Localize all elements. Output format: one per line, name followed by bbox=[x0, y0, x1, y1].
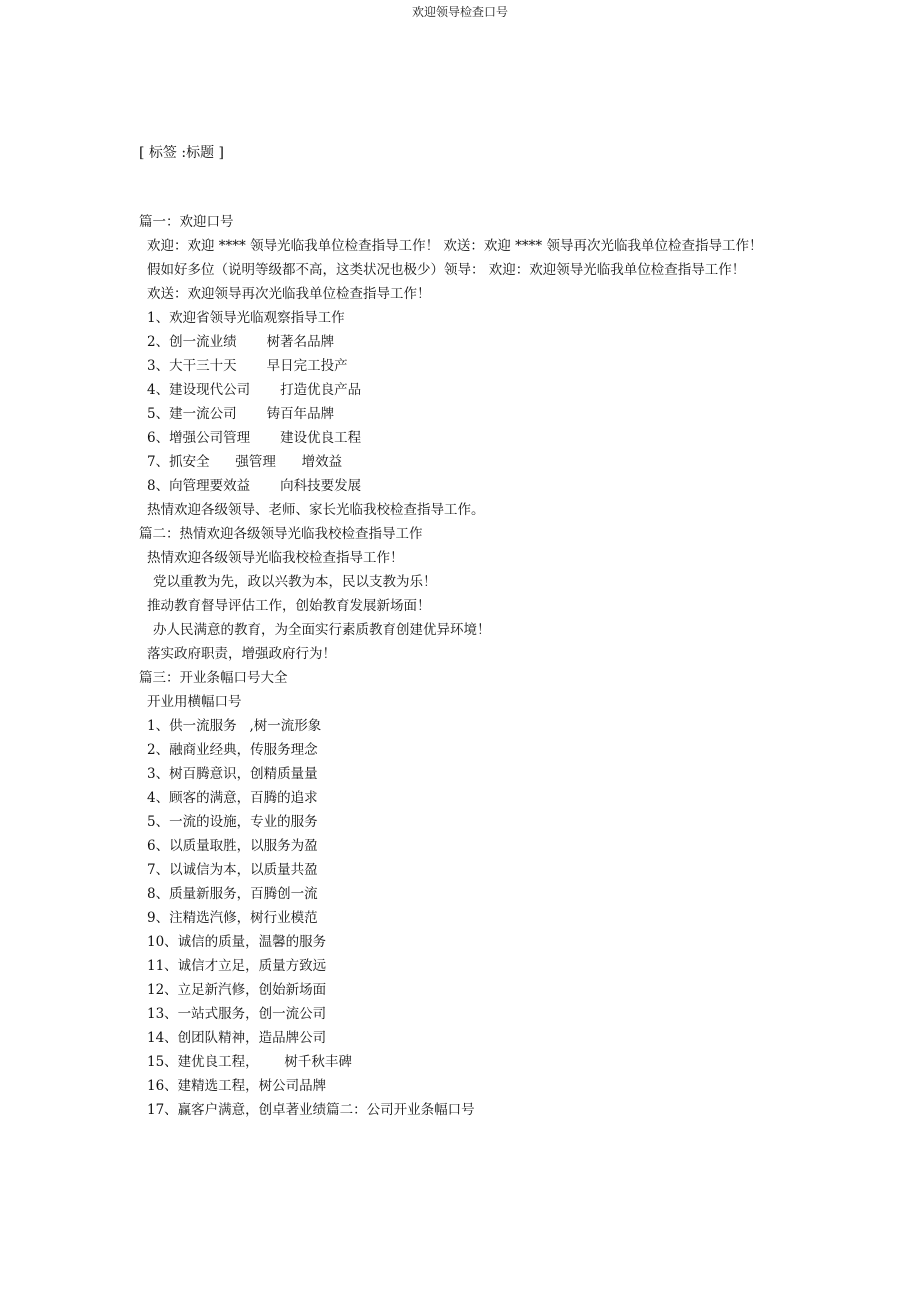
section-title: 篇二：热情欢迎各级领导光临我校检查指导工作 bbox=[139, 526, 423, 542]
list-item: 1、欢迎省领导光临观察指导工作 bbox=[147, 310, 345, 326]
document-body bbox=[139, 211, 779, 1123]
list-item: 15、建优良工程， 树千秋丰碑 bbox=[147, 1054, 352, 1070]
list-item: 1、供一流服务 ,树一流形象 bbox=[147, 718, 322, 734]
list-item: 2、创一流业绩 树著名品牌 bbox=[147, 334, 335, 350]
list-item: 17、赢客户满意，创卓著业绩篇二：公司开业条幅口号 bbox=[147, 1102, 475, 1118]
list-item: 6、增强公司管理 建设优良工程 bbox=[147, 430, 362, 446]
text-line: 欢迎：欢迎 **** 领导光临我单位检查指导工作！ 欢送：欢迎 **** 领导再次光临我单位检查指导工作！ bbox=[147, 238, 763, 254]
list-item: 10、诚信的质量，温馨的服务 bbox=[147, 934, 327, 950]
text-line: 推动教育督导评估工作，创始教育发展新场面！ bbox=[147, 598, 431, 614]
list-item: 4、顾客的满意，百腾的追求 bbox=[147, 790, 318, 806]
list-item: 8、向管理要效益 向科技要发展 bbox=[147, 478, 362, 494]
list-item: 16、建精选工程，树公司品牌 bbox=[147, 1078, 327, 1094]
list-item: 3、大干三十天 早日完工投产 bbox=[147, 358, 348, 374]
page-header: 欢迎领导检查口号 bbox=[411, 5, 508, 19]
list-item: 2、融商业经典，传服务理念 bbox=[147, 742, 318, 758]
text-line: 办人民满意的教育，为全面实行素质教育创建优异环境！ bbox=[153, 622, 491, 638]
list-item: 7、以诚信为本，以质量共盈 bbox=[147, 862, 318, 878]
list-item: 8、质量新服务，百腾创一流 bbox=[147, 886, 318, 902]
list-item: 6、以质量取胜，以服务为盈 bbox=[147, 838, 318, 854]
list-item: 5、建一流公司 铸百年品牌 bbox=[147, 406, 335, 422]
list-item: 12、立足新汽修，创始新场面 bbox=[147, 982, 327, 998]
text-line: 热情欢迎各级领导光临我校检查指导工作！ bbox=[147, 550, 404, 566]
list-item: 7、抓安全 强管理 增效益 bbox=[147, 454, 343, 470]
list-item: 13、一站式服务，创一流公司 bbox=[147, 1006, 327, 1022]
list-item: 14、创团队精神，造品牌公司 bbox=[147, 1030, 327, 1046]
text-line: 开业用横幅口号 bbox=[147, 694, 242, 710]
list-item: 3、树百腾意识，创精质量量 bbox=[147, 766, 318, 782]
text-line: 党以重教为先，政以兴教为本，民以支教为乐！ bbox=[153, 574, 437, 590]
text-line: 热情欢迎各级领导、老师、家长光临我校检查指导工作。 bbox=[147, 502, 485, 518]
list-item: 4、建设现代公司 打造优良产品 bbox=[147, 382, 362, 398]
section-title: 篇一：欢迎口号 bbox=[139, 214, 234, 230]
text-line: 假如好多位（说明等级都不高，这类状况也极少）领导： 欢迎：欢迎领导光临我单位检查指导工作！ bbox=[147, 262, 746, 278]
list-item: 9、注精选汽修，树行业模范 bbox=[147, 910, 318, 926]
text-line: 落实政府职责，增强政府行为！ bbox=[147, 646, 336, 662]
tag-line: [ 标签 :标题 ] bbox=[139, 145, 224, 161]
list-item: 5、一流的设施，专业的服务 bbox=[147, 814, 318, 830]
section-title: 篇三：开业条幅口号大全 bbox=[139, 670, 288, 686]
text-line: 欢送：欢迎领导再次光临我单位检查指导工作！ bbox=[147, 286, 431, 302]
list-item: 11、诚信才立足，质量方致远 bbox=[147, 958, 327, 974]
